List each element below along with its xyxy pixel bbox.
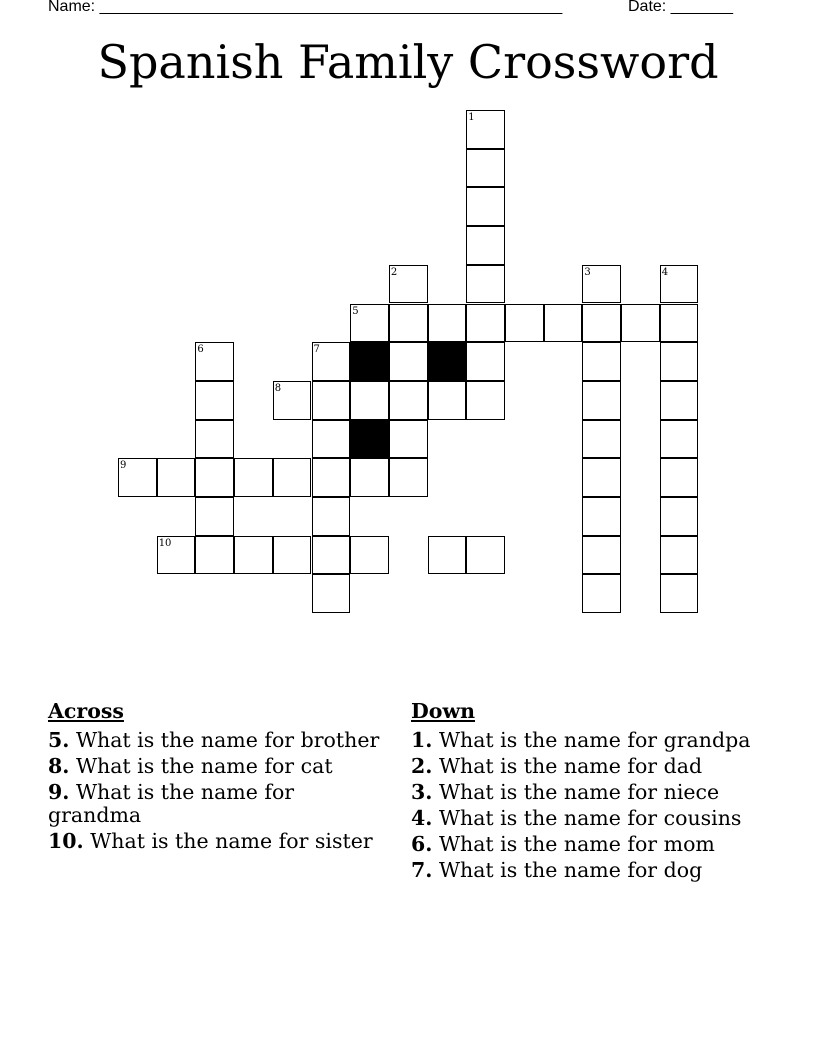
across-heading: Across [48,699,124,723]
clue-text: What is the name for mom [438,832,715,856]
crossword-cell[interactable] [350,536,389,575]
crossword-cell[interactable] [195,420,234,459]
cell-number: 7 [313,344,320,356]
crossword-cell[interactable] [428,381,467,420]
crossword-block [428,342,467,381]
crossword-cell[interactable] [350,304,389,343]
cell-number: 1 [468,112,475,123]
crossword-cell[interactable] [660,265,699,304]
cell-number: 4 [661,266,669,278]
crossword-cell[interactable] [118,458,157,497]
crossword-block [350,420,389,459]
cell-number: 10 [158,537,172,549]
crossword-cell[interactable] [389,342,428,381]
crossword-cell[interactable] [273,381,312,420]
crossword-cell[interactable] [466,342,505,381]
cell-number: 6 [197,344,204,356]
crossword-cell[interactable] [582,304,621,343]
cell-number: 3 [584,266,591,278]
crossword-cell[interactable] [660,420,699,459]
clue-number: 5. [48,728,70,752]
crossword-cell[interactable] [195,381,234,420]
clue-down-4 [411,807,761,830]
clue-text: What is the name for dog [438,858,703,882]
crossword-cell[interactable] [195,342,234,381]
clue-number: 7. [411,858,433,882]
crossword-cell[interactable] [466,110,505,149]
crossword-block [350,342,389,381]
crossword-cell[interactable] [544,304,583,343]
crossword-cell[interactable] [582,420,621,459]
clue-number: 4. [411,806,433,830]
crossword-cell[interactable] [582,497,621,536]
date-field: Date: _______ [628,0,733,15]
clue-number: 2. [411,754,433,778]
crossword-cell[interactable] [312,574,351,613]
clue-text: What is the name for sister [90,829,373,853]
crossword-cell[interactable] [389,458,428,497]
crossword-cell[interactable] [428,304,467,343]
crossword-cell[interactable] [389,304,428,343]
crossword-cell[interactable] [389,420,428,459]
crossword-cell[interactable] [582,574,621,613]
clue-text: What is the name for niece [438,780,720,804]
clue-down-3 [411,781,761,804]
clue-number: 10. [48,829,84,853]
clue-text: What is the name for grandma [48,780,295,827]
crossword-cell[interactable] [660,304,699,343]
clue-down-6 [411,833,761,856]
crossword-cell[interactable] [621,304,660,343]
crossword-cell[interactable] [660,574,699,613]
crossword-cell[interactable] [389,265,428,304]
crossword-cell[interactable] [466,149,505,188]
across-clues [48,700,393,856]
crossword-cell[interactable] [466,226,505,265]
crossword-cell[interactable] [312,536,351,575]
clue-text: What is the name for dad [438,754,703,778]
clue-down-1 [411,729,761,752]
crossword-cell[interactable] [350,381,389,420]
crossword-cell[interactable] [466,187,505,226]
clue-across-10 [48,830,393,853]
clue-text: What is the name for grandpa [438,728,751,752]
crossword-cell[interactable] [466,536,505,575]
name-field: Name: ____________________________________________________ [48,0,563,15]
crossword-cell[interactable] [428,536,467,575]
clue-across-5 [48,729,393,752]
crossword-cell[interactable] [312,497,351,536]
crossword-cell[interactable] [350,458,389,497]
cell-number: 5 [352,305,359,317]
crossword-cell[interactable] [157,458,196,497]
crossword-cell[interactable] [660,342,699,381]
clue-text: What is the name for brother [75,728,380,752]
crossword-cell[interactable] [273,536,312,575]
crossword-cell[interactable] [312,420,351,459]
clue-across-9 [48,781,393,827]
clue-number: 9. [48,780,70,804]
cell-number: 2 [390,266,398,278]
crossword-cell[interactable] [234,536,273,575]
crossword-cell[interactable] [195,458,234,497]
crossword-cell[interactable] [312,342,351,381]
crossword-cell[interactable] [660,381,699,420]
clue-down-2 [411,755,761,778]
clue-down-7 [411,859,761,882]
crossword-cell[interactable] [195,536,234,575]
crossword-cell[interactable] [312,381,351,420]
crossword-cell[interactable] [660,458,699,497]
page-title: Spanish Family Crossword [97,35,719,89]
crossword-cell[interactable] [466,304,505,343]
crossword-cell[interactable] [582,536,621,575]
clue-number: 6. [411,832,433,856]
cell-number: 8 [274,382,282,394]
clue-text: What is the name for cat [75,754,333,778]
crossword-cell[interactable] [660,536,699,575]
crossword-cell[interactable] [582,458,621,497]
crossword-cell[interactable] [582,265,621,304]
crossword-cell[interactable] [234,458,273,497]
down-clues [411,700,761,885]
clue-number: 8. [48,754,70,778]
crossword-cell[interactable] [505,304,544,343]
crossword-cell[interactable] [660,497,699,536]
crossword-cell[interactable] [273,458,312,497]
crossword-cell[interactable] [195,497,234,536]
clue-across-8 [48,755,393,778]
clue-number: 1. [411,728,433,752]
crossword-cell[interactable] [582,381,621,420]
crossword-cell[interactable] [582,342,621,381]
cell-number: 9 [120,460,127,472]
crossword-cell[interactable] [466,265,505,304]
down-heading: Down [411,699,476,723]
crossword-cell[interactable] [312,458,351,497]
clue-number: 3. [411,780,433,804]
crossword-cell[interactable] [466,381,505,420]
clue-text: What is the name for cousins [438,806,742,830]
crossword-cell[interactable] [389,381,428,420]
crossword-cell[interactable] [157,536,196,575]
